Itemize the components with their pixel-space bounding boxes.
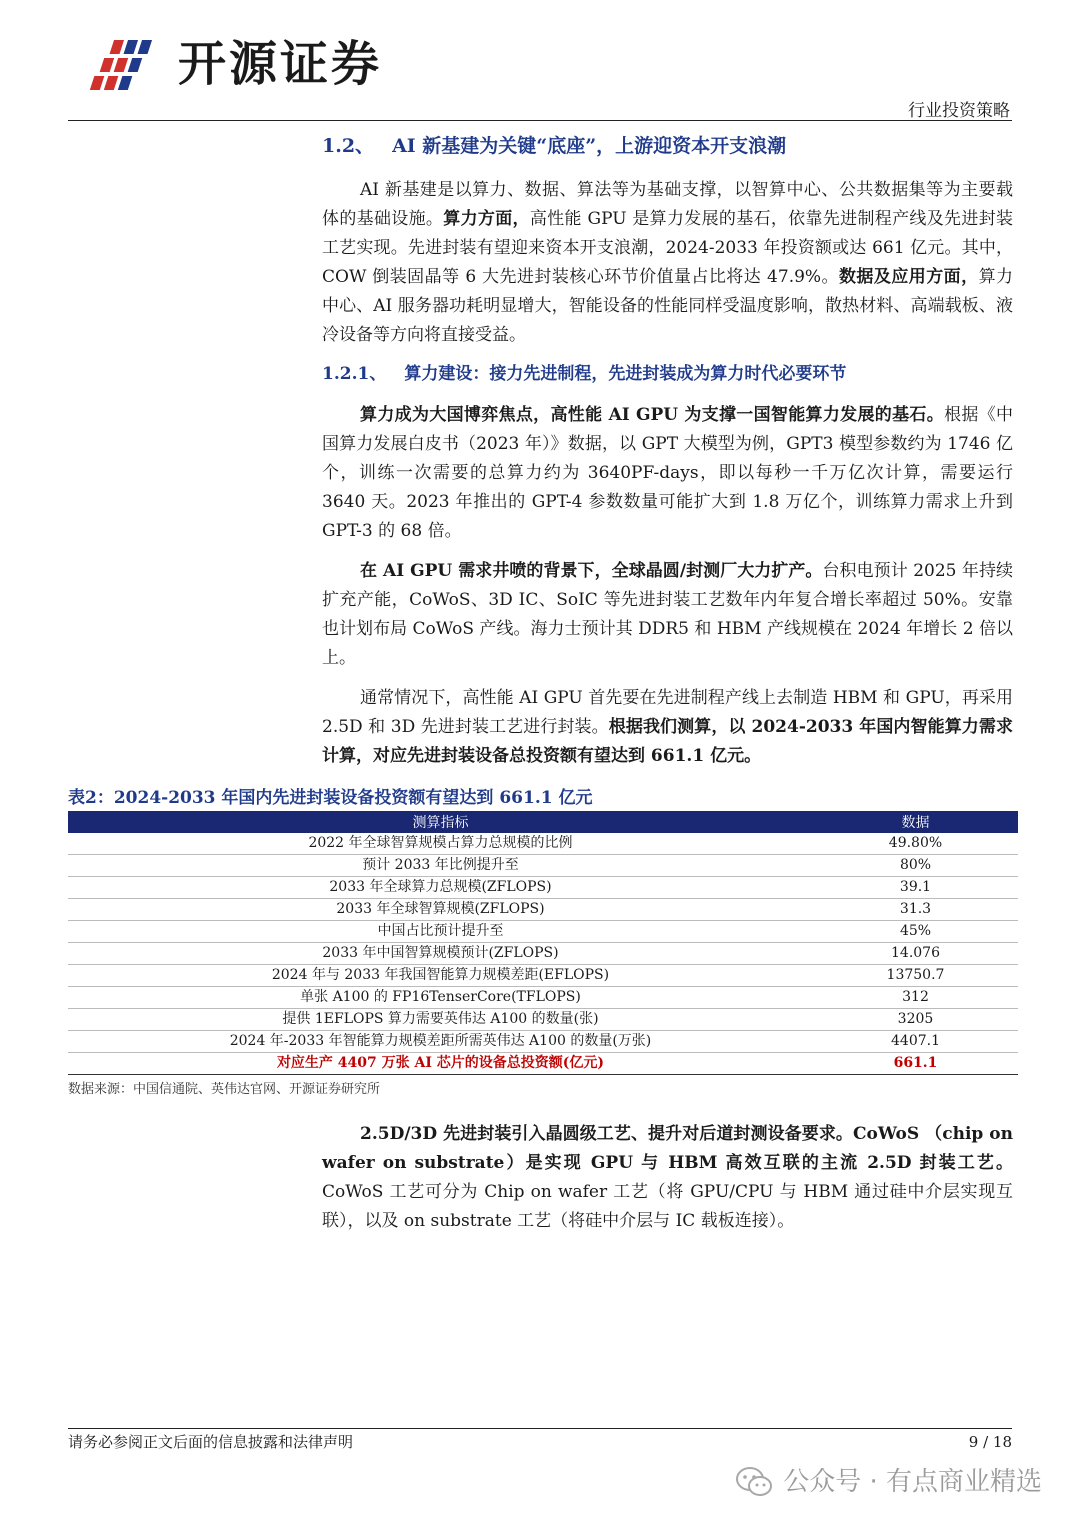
value-cell: 14.076	[813, 943, 1018, 965]
paragraph-text: 台积电预计 2025 年持续扩充产能，CoWoS、3D IC、SoIC 等先进封装工艺数年内年复合增长率超过 50%。安靠也计划布局 CoWoS 产线。海力士预计其 DDR5 和 HBM 产线规模在 2024 年增长 2 倍以上。	[322, 561, 1014, 668]
metric-cell: 2033 年全球算力总规模(ZFLOPS)	[68, 877, 813, 899]
paragraph-bold: 数据及应用方面，	[838, 267, 979, 287]
section-number: 1.2、	[322, 135, 375, 157]
value-cell: 3205	[813, 1009, 1018, 1031]
expansion-paragraph	[322, 557, 1013, 673]
section-1-2-paragraph	[322, 176, 1013, 350]
paragraph-bold: 在 AI GPU 需求井喷的背景下，全球晶圆/封测厂大力扩产。	[360, 561, 823, 581]
paragraph-text: CoWoS 工艺可分为 Chip on wafer 工艺（将 GPU/CPU 与 HBM 通过硅中介层实现互联），以及 on substrate 工艺（将硅中介层与 IC 载板连接）。	[322, 1182, 1013, 1231]
compute-paragraph	[322, 401, 1013, 546]
section-title: AI 新基建为关键“底座”，上游迎资本开支浪潮	[392, 135, 787, 157]
paragraph-text: AI 新基建是以算力、数据、算法等为基础支撑，以智算中心、公共数据集等为主要载体的基础设施。	[322, 180, 1013, 229]
paragraph-bold: 算力方面，	[443, 209, 530, 229]
disclaimer-note: 请务必参阅正文后面的信息披露和法律声明	[68, 1433, 354, 1451]
watermark-text: 公众号 · 有点商业精选	[783, 1467, 1042, 1497]
metric-cell: 提供 1EFLOPS 算力需要英伟达 A100 的数量(张)	[68, 1009, 813, 1031]
value-cell: 661.1	[813, 1053, 1018, 1075]
metric-cell: 2033 年中国智算规模预计(ZFLOPS)	[68, 943, 813, 965]
value-cell: 4407.1	[813, 1031, 1018, 1053]
value-cell: 45%	[813, 921, 1018, 943]
table-row	[68, 899, 1018, 921]
brand-logo-icon	[88, 34, 164, 96]
wechat-icon	[735, 1466, 773, 1498]
footer-divider	[68, 1428, 1012, 1429]
metric-cell: 2024 年与 2033 年我国智能算力规模差距(EFLOPS)	[68, 965, 813, 987]
table-row	[68, 1009, 1018, 1031]
metric-cell: 2022 年全球智算规模占算力总规模的比例	[68, 833, 813, 855]
column-header-metric: 测算指标	[68, 811, 813, 833]
table-row	[68, 833, 1018, 855]
paragraph-bold: 算力成为大国博弈焦点，高性能 AI GPU 为支撑一国智能算力发展的基石。	[360, 405, 945, 425]
table-row	[68, 943, 1018, 965]
value-cell: 13750.7	[813, 965, 1018, 987]
table-row	[68, 965, 1018, 987]
paragraph-text: 根据《中国算力发展白皮书（2023 年）》数据，以 GPT 大模型为例，GPT3 模型参数约为 1746 亿个，训练一次需要的总算力约为 3640PF-days，即以每秒一千万亿次计算，需要运行 3640 天。2023 年推出的 GPT-4 参数数量可能扩大到 1.8 万亿个，训练算力需求上升到 GPT-3 的 68 倍。	[322, 405, 1014, 541]
watermark	[735, 1464, 1042, 1500]
paragraph-text: 高性能 GPU 是算力发展的基石，依靠先进制程产线及先进封装工艺实现。先进封装有望迎来资本开支浪潮，2024-2033 年投资额或达 661 亿元。其中，COW 倒装固晶等 6 大先进封装核心环节价值量占比将达 47.9%。	[322, 209, 1014, 287]
value-cell: 31.3	[813, 899, 1018, 921]
metric-cell: 预计 2033 年比例提升至	[68, 855, 813, 877]
metric-cell: 2024 年-2033 年智能算力规模差距所需英伟达 A100 的数量(万张)	[68, 1031, 813, 1053]
brand-name: 开源证券	[178, 36, 383, 92]
table-header-row	[68, 811, 1018, 833]
section-number: 1.2.1、	[322, 364, 387, 384]
table-row	[68, 987, 1018, 1009]
section-heading-1-2-1	[322, 362, 846, 386]
section-title: 算力建设：接力先进制程，先进封装成为算力时代必要环节	[404, 364, 847, 384]
paragraph-text: 算力中心、AI 服务器功耗明显增大，智能设备的性能同样受温度影响，散热材料、高端载板、液冷设备等方向将直接受益。	[322, 267, 1014, 345]
table-row	[68, 921, 1018, 943]
paragraph-bold: 根据我们测算，以 2024-2033 年国内智能算力需求计算，对应先进封装设备总投资额有望达到 661.1 亿元。	[322, 717, 1013, 766]
paragraph-bold: 2.5D/3D 先进封装引入晶圆级工艺、提升对后道封测设备要求。CoWoS （chip on wafer on substrate）是实现 GPU 与 HBM 高效互联的主流 2.5D 封装工艺。	[322, 1124, 1013, 1173]
value-cell: 49.80%	[813, 833, 1018, 855]
table-row	[68, 1053, 1018, 1075]
table-source: 数据来源：中国信通院、英伟达官网、开源证券研究所	[68, 1082, 381, 1097]
table-caption: 表2：2024-2033 年国内先进封装设备投资额有望达到 661.1 亿元	[68, 788, 593, 808]
metric-cell: 单张 A100 的 FP16TenserCore(TFLOPS)	[68, 987, 813, 1009]
metric-cell: 对应生产 4407 万张 AI 芯片的设备总投资额(亿元)	[68, 1053, 813, 1075]
value-cell: 80%	[813, 855, 1018, 877]
header-divider	[68, 120, 1012, 121]
table-row	[68, 855, 1018, 877]
metric-cell: 2033 年全球智算规模(ZFLOPS)	[68, 899, 813, 921]
metric-cell: 中国占比预计提升至	[68, 921, 813, 943]
paragraph-text: 通常情况下，高性能 AI GPU 首先要在先进制程产线上去制造 HBM 和 GPU，再采用 2.5D 和 3D 先进封装工艺进行封装。	[322, 688, 1013, 737]
column-header-value: 数据	[813, 811, 1018, 833]
investment-table	[68, 811, 1018, 1075]
estimate-paragraph	[322, 684, 1013, 771]
report-category: 行业投资策略	[908, 101, 1010, 121]
value-cell: 312	[813, 987, 1018, 1009]
table-row	[68, 1031, 1018, 1053]
cowos-paragraph	[322, 1120, 1013, 1236]
section-heading-1-2	[322, 133, 786, 159]
value-cell: 39.1	[813, 877, 1018, 899]
table-row	[68, 877, 1018, 899]
page-number: 9 / 18	[968, 1433, 1012, 1451]
